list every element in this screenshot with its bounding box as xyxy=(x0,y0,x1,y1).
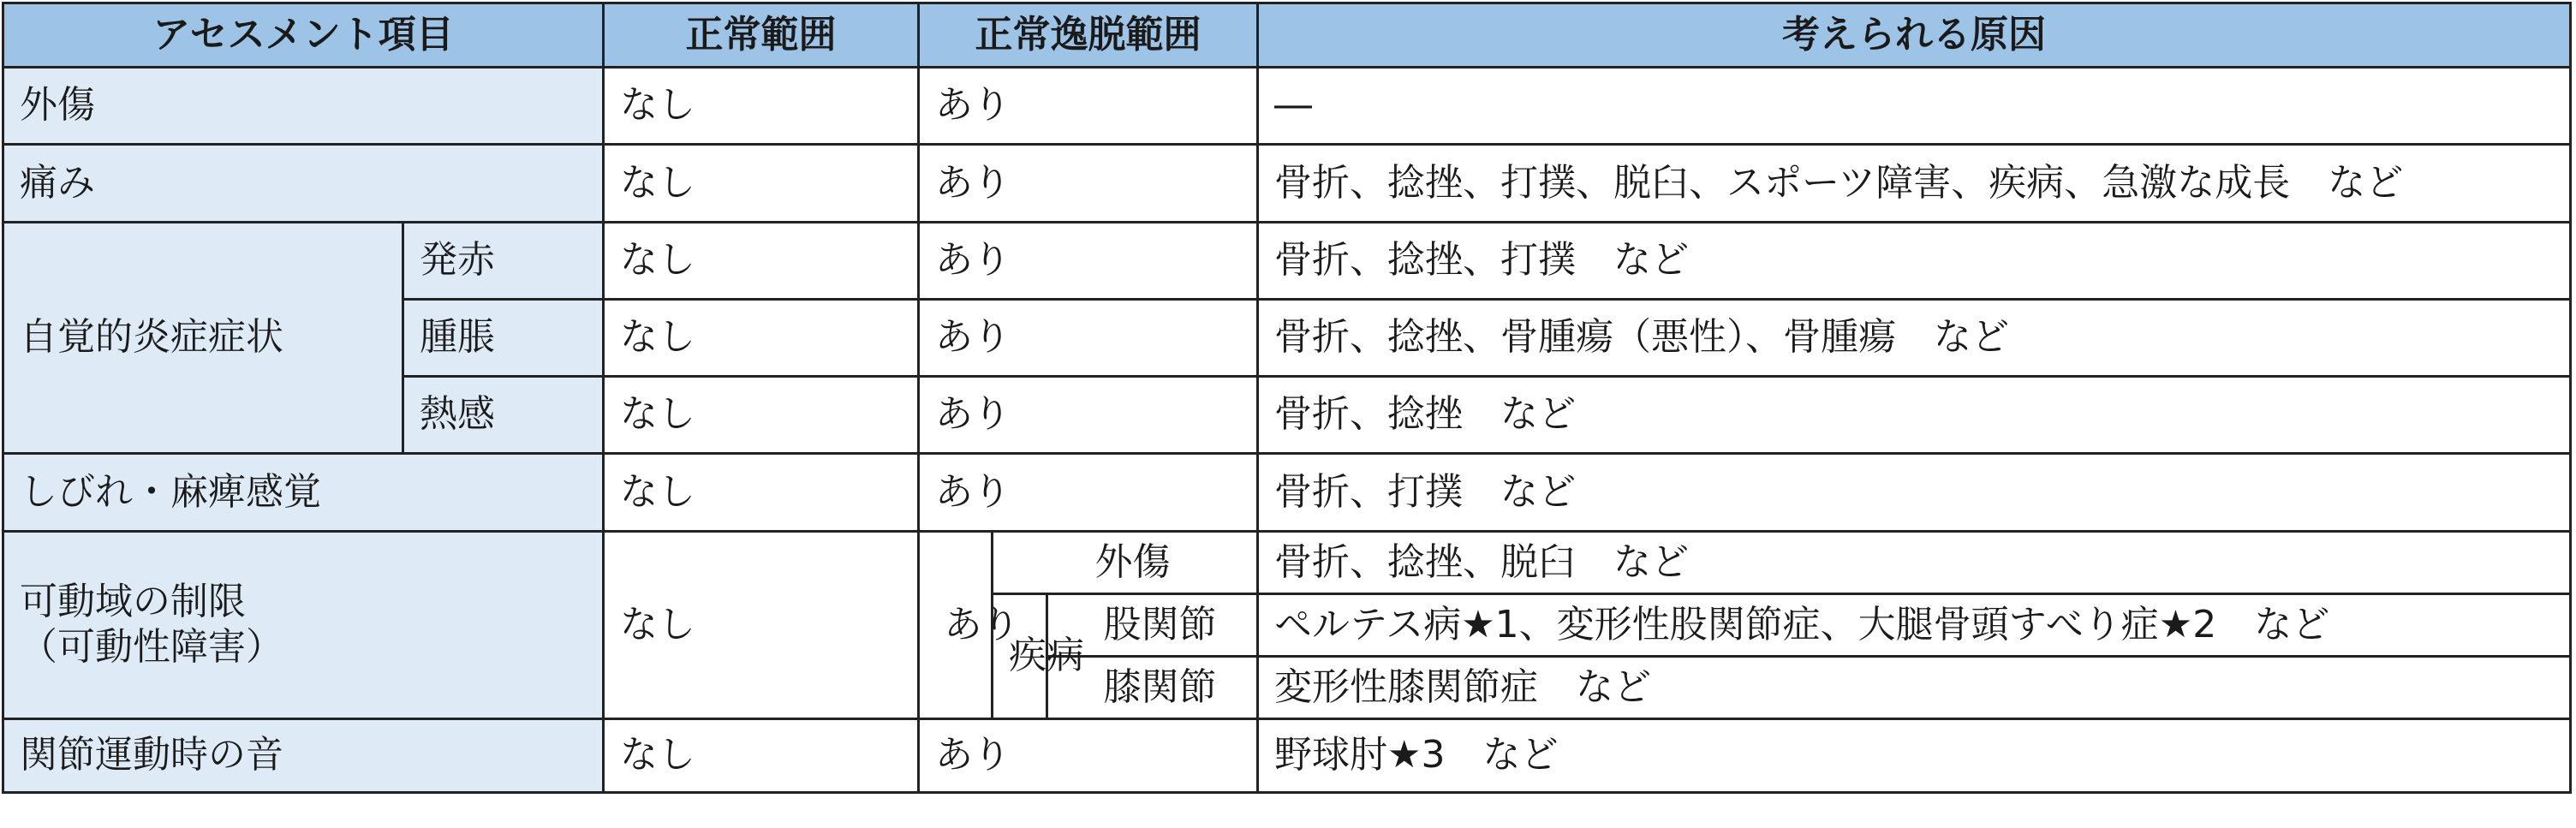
pain-abnormal: あり xyxy=(919,145,1258,223)
table-row-joint-sound xyxy=(3,719,2571,793)
joint-sound-abnormal: あり xyxy=(919,719,1258,793)
joint-sound-label: 関節運動時の音 xyxy=(3,719,604,793)
rom-normal: なし xyxy=(604,532,919,719)
rom-trauma-causes: 骨折、捻挫、脱臼 など xyxy=(1258,532,2571,594)
swelling-abnormal: あり xyxy=(919,300,1258,377)
rom-label-line1: 可動域の制限 xyxy=(20,580,246,624)
table-row-trauma xyxy=(3,68,2571,145)
trauma-abnormal: あり xyxy=(919,68,1258,145)
rom-hip-causes: ペルテス病★1、変形性股関節症、大腿骨頭すべり症★2 など xyxy=(1258,594,2571,657)
inflammation-label: 自覚的炎症症状 xyxy=(3,223,403,454)
heat-abnormal: あり xyxy=(919,377,1258,454)
rom-knee-causes: 変形性膝関節症 など xyxy=(1258,657,2571,719)
pain-normal: なし xyxy=(604,145,919,223)
rom-label-line2: （可動性障害） xyxy=(20,625,283,669)
swelling-normal: なし xyxy=(604,300,919,377)
table-row-redness xyxy=(3,223,2571,300)
rom-trauma-label: 外傷 xyxy=(993,532,1258,594)
redness-normal: なし xyxy=(604,223,919,300)
joint-sound-normal: なし xyxy=(604,719,919,793)
joint-sound-causes: 野球肘★3 など xyxy=(1258,719,2571,793)
header-abnormal-range: 正常逸脱範囲 xyxy=(919,3,1258,68)
trauma-label: 外傷 xyxy=(3,68,604,145)
header-normal-range: 正常範囲 xyxy=(604,3,919,68)
redness-causes: 骨折、捻挫、打撲 など xyxy=(1258,223,2571,300)
numbness-label: しびれ・麻痺感覚 xyxy=(3,454,604,532)
trauma-causes: ― xyxy=(1258,68,2571,145)
pain-causes: 骨折、捻挫、打撲、脱臼、スポーツ障害、疾病、急激な成長 など xyxy=(1258,145,2571,223)
header-row xyxy=(3,3,2571,68)
numbness-abnormal: あり xyxy=(919,454,1258,532)
swelling-label: 腫脹 xyxy=(403,300,604,377)
rom-hip-label: 股関節 xyxy=(1047,594,1258,657)
numbness-causes: 骨折、打撲 など xyxy=(1258,454,2571,532)
header-possible-causes: 考えられる原因 xyxy=(1258,3,2571,68)
swelling-causes: 骨折、捻挫、骨腫瘍（悪性）、骨腫瘍 など xyxy=(1258,300,2571,377)
rom-knee-label: 膝関節 xyxy=(1047,657,1258,719)
pain-label: 痛み xyxy=(3,145,604,223)
trauma-normal: なし xyxy=(604,68,919,145)
table-row-rom-trauma xyxy=(3,532,2571,594)
rom-label xyxy=(3,532,604,719)
assessment-table xyxy=(2,2,2572,794)
table-row-numbness xyxy=(3,454,2571,532)
rom-abnormal-text: あり xyxy=(944,602,1020,646)
redness-abnormal: あり xyxy=(919,223,1258,300)
redness-label: 発赤 xyxy=(403,223,604,300)
heat-label: 熱感 xyxy=(403,377,604,454)
rom-abnormal xyxy=(919,532,1020,719)
heat-causes: 骨折、捻挫 など xyxy=(1258,377,2571,454)
heat-normal: なし xyxy=(604,377,919,454)
rom-disease-text: 疾病 xyxy=(1009,634,1084,678)
table-row-pain xyxy=(3,145,2571,223)
numbness-normal: なし xyxy=(604,454,919,532)
header-item: アセスメント項目 xyxy=(3,3,604,68)
